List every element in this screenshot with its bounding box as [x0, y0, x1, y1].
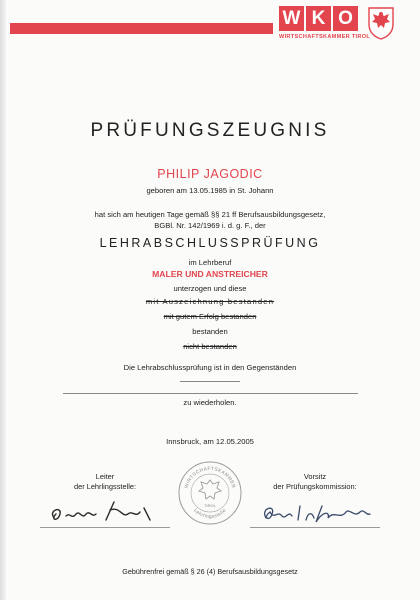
right-signatory-title: Vorsitz — [303, 472, 327, 481]
logo-letter-w: W — [279, 6, 304, 31]
right-handwritten-signature — [250, 496, 380, 528]
header-accent-bar — [10, 23, 273, 34]
result-option-good: mit gutem Erfolg bestanden — [163, 312, 257, 321]
legal-line-1: hat sich am heutigen Tage gemäß §§ 21 ff Berufsausbildungsgesetz, — [94, 210, 326, 219]
place-date: Innsbruck, am 12.05.2005 — [166, 437, 254, 446]
left-signatory-label — [40, 472, 170, 492]
exam-name: LEHRABSCHLUSSPRÜFUNG — [99, 236, 321, 250]
left-signature-line — [40, 527, 170, 528]
tyrol-eagle-icon — [366, 6, 396, 40]
legal-line-2: BGBl. Nr. 142/1969 i. d. g. F., der — [154, 221, 266, 230]
result-option-distinction: mit Auszeichnung bestanden — [145, 297, 275, 306]
seal-text-inner: TIROL — [204, 503, 216, 508]
subjects-blank-short — [180, 381, 240, 382]
svg-text:Lehrlingsstelle — [192, 508, 227, 520]
right-signature-line — [250, 527, 380, 528]
right-signatory-office: der Prüfungskommission: — [273, 482, 357, 491]
seal-text-top: WIRTSCHAFTSKAMMER — [184, 466, 236, 490]
fee-note: Gebührenfrei gemäß § 26 (4) Berufsausbildungsgesetz — [122, 567, 298, 576]
trade-name: MALER UND ANSTREICHER — [152, 269, 268, 279]
official-seal-icon — [177, 460, 243, 526]
result-option-passed: bestanden — [192, 327, 228, 336]
logo-letter-o: O — [333, 6, 358, 31]
repeat-line: zu wiederholen. — [183, 398, 237, 407]
recipient-name: PHILIP JAGODIC — [157, 167, 263, 181]
right-signatory-label — [250, 472, 380, 492]
submitted-line: unterzogen und diese — [173, 284, 247, 293]
subjects-blank-long — [63, 393, 358, 394]
subjects-line: Die Lehrabschlussprüfung ist in den Gegenständen — [123, 363, 297, 372]
certificate-title: PRÜFUNGSZEUGNIS — [90, 120, 330, 141]
left-signatory-office: der Lehrlingsstelle: — [73, 482, 137, 491]
result-option-failed: nicht bestanden — [183, 342, 237, 351]
logo-letter-k: K — [306, 6, 331, 31]
org-name: WIRTSCHAFTSKAMMER TIROL — [279, 34, 371, 40]
svg-text:WIRTSCHAFTSKAMMER — [184, 466, 237, 489]
left-signatory-title: Leiter — [95, 472, 115, 481]
seal-text-bottom: Lehrlingsstelle — [192, 508, 228, 521]
trade-label: im Lehrberuf — [188, 258, 232, 267]
left-handwritten-signature — [40, 496, 170, 528]
birth-line: geboren am 13.05.1985 in St. Johann — [146, 186, 274, 195]
